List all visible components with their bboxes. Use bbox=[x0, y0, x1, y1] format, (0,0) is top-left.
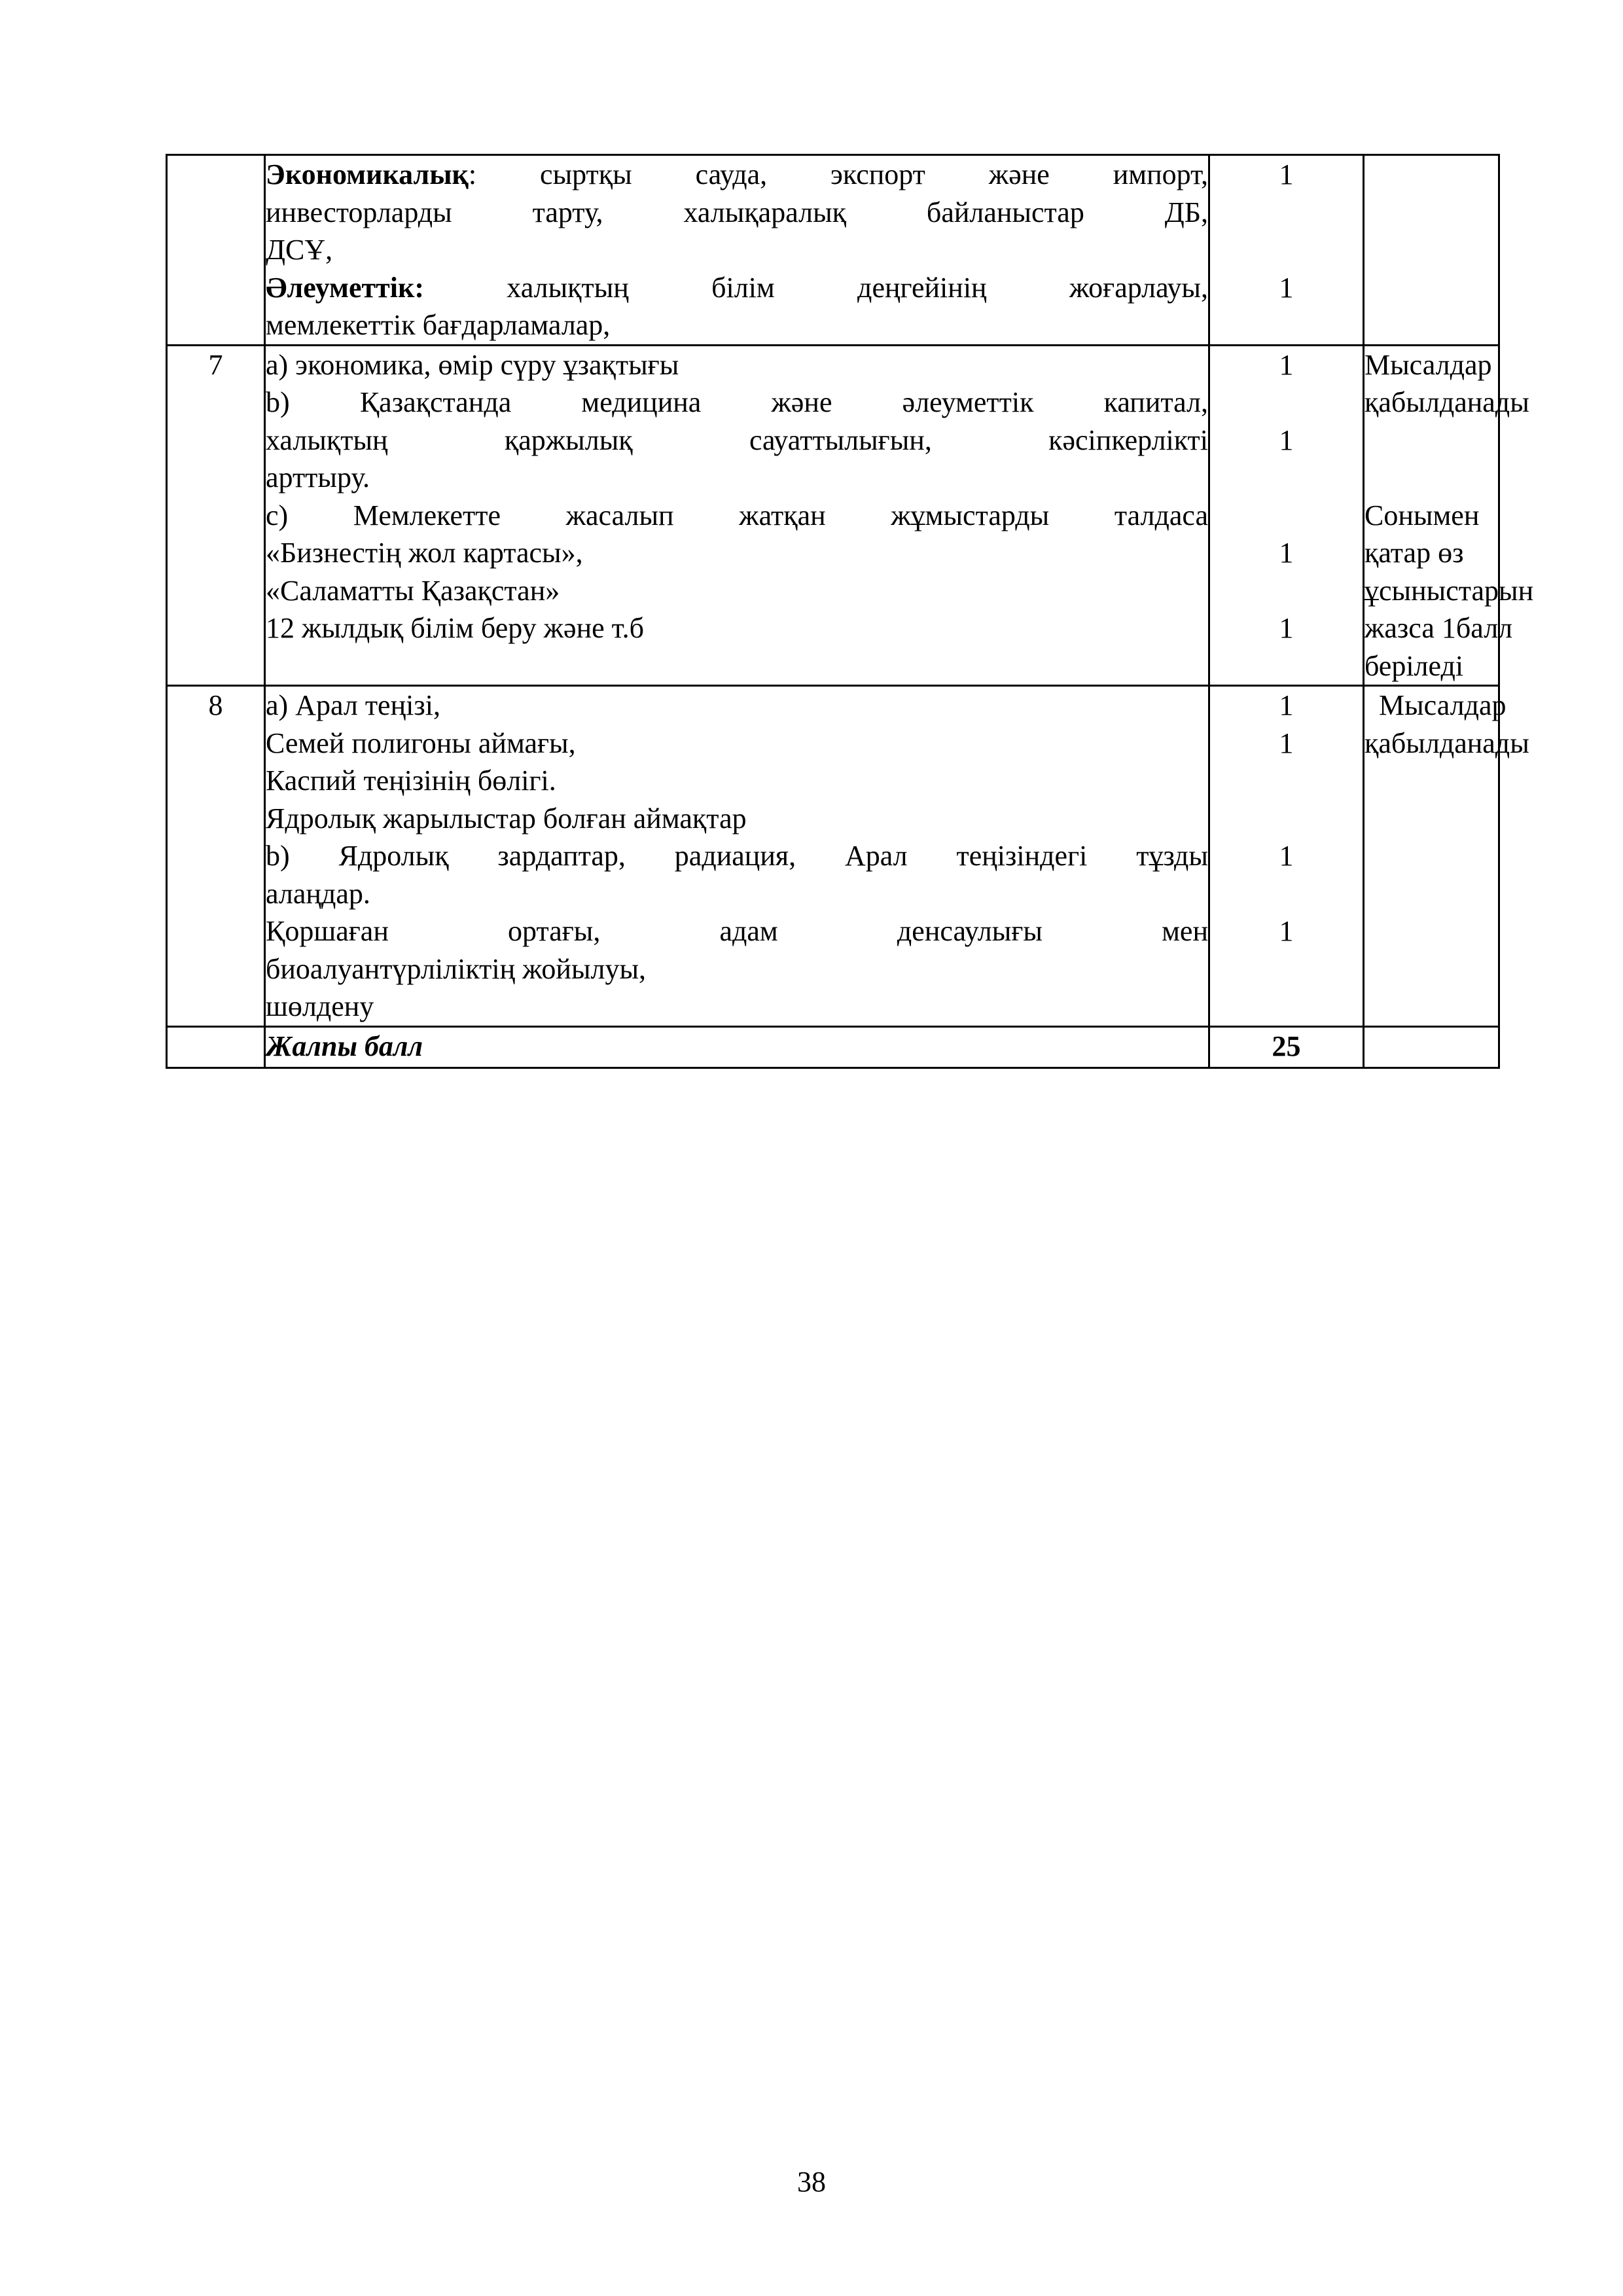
category-label: Әлеуметтік: bbox=[266, 271, 424, 304]
total-label-cell bbox=[265, 1026, 1209, 1067]
note-cell bbox=[1364, 345, 1534, 686]
score-value bbox=[1210, 800, 1363, 838]
score-value bbox=[1210, 231, 1363, 269]
note-line: Мысалдар bbox=[1364, 689, 1507, 721]
total-label: Жалпы балл bbox=[266, 1030, 423, 1062]
answer-cell bbox=[265, 345, 1209, 686]
score-value bbox=[1210, 875, 1363, 913]
answer-line: «Бизнестің жол картасы», bbox=[266, 537, 583, 569]
answer-line: инвесторларды тарту, халықаралық байланыстар ДБ, bbox=[266, 196, 1208, 228]
answer-cell bbox=[265, 155, 1209, 346]
score-value: 1 bbox=[1279, 915, 1294, 947]
note-cell bbox=[1364, 686, 1529, 1027]
note-cell bbox=[1364, 155, 1499, 346]
table-row bbox=[167, 155, 1499, 346]
score-value bbox=[1210, 459, 1363, 497]
score-value bbox=[1210, 384, 1363, 422]
answer-line: биоалуантүрліліктің жойылуы, bbox=[266, 952, 647, 985]
answer-line: «Саламатты Қазақстан» bbox=[266, 574, 560, 607]
note-line bbox=[1364, 422, 1498, 459]
answer-line: шөлдену bbox=[266, 990, 374, 1022]
score-value: 1 bbox=[1279, 537, 1294, 569]
score-value bbox=[1210, 647, 1363, 685]
score-value: 1 bbox=[1279, 423, 1294, 456]
category-label: Экономикалық bbox=[266, 158, 469, 190]
answer-line: ДСҰ, bbox=[266, 234, 333, 266]
score-value: 1 bbox=[1279, 689, 1294, 721]
note-line: қабылданады bbox=[1364, 386, 1529, 418]
answer-line: халықтың қаржылық сауаттылығын, кәсіпкерлікті bbox=[266, 423, 1208, 456]
table-row bbox=[167, 686, 1499, 1027]
total-row bbox=[167, 1026, 1499, 1067]
table-row bbox=[167, 345, 1499, 686]
score-value: 1 bbox=[1279, 726, 1294, 759]
note-line: қатар өз bbox=[1364, 537, 1464, 569]
total-score: 25 bbox=[1272, 1030, 1301, 1062]
answer-line bbox=[266, 647, 1208, 685]
answer-line: Әлеуметтік: халықтың білім деңгейінің жоғарлауы, bbox=[266, 271, 1208, 304]
question-number-cell: 8 bbox=[167, 686, 265, 1027]
grading-table bbox=[166, 154, 1534, 1069]
score-value bbox=[1210, 306, 1363, 344]
answer-cell bbox=[265, 686, 1209, 1027]
score-value bbox=[1210, 572, 1363, 610]
score-value: 1 bbox=[1279, 348, 1294, 381]
answer-line: а) экономика, өмір сүру ұзақтығы bbox=[266, 348, 679, 381]
answer-line: арттыру. bbox=[266, 461, 370, 493]
score-value: 1 bbox=[1279, 158, 1294, 190]
score-cell bbox=[1209, 155, 1364, 346]
answer-line: а) Арал теңізі, bbox=[266, 689, 440, 721]
total-score-cell bbox=[1209, 1026, 1364, 1067]
answer-line: с) Мемлекетте жасалып жатқан жұмыстарды талдаса bbox=[266, 499, 1208, 531]
answer-line: Қоршаған ортағы, адам денсаулығы мен bbox=[266, 915, 1208, 947]
note-line: Мысалдар bbox=[1364, 348, 1492, 381]
answer-line: алаңдар. bbox=[266, 877, 370, 910]
answer-line: Экономикалық: сыртқы сауда, экспорт және импорт, bbox=[266, 158, 1208, 190]
answer-line: b) Ядролық зардаптар, радиация, Арал теңізіндегі тұзды bbox=[266, 840, 1208, 872]
answer-line: Семей полигоны аймағы, bbox=[266, 726, 576, 759]
page-number: 38 bbox=[797, 2166, 826, 2198]
note-line: ұсыныстарын bbox=[1364, 574, 1534, 607]
answer-line: b) Қазақстанда медицина және әлеуметтік капитал, bbox=[266, 386, 1208, 418]
note-line: Сонымен bbox=[1364, 499, 1480, 531]
score-cell bbox=[1209, 686, 1364, 1027]
note-line: жазса 1балл bbox=[1364, 612, 1513, 644]
answer-line: Каспий теңізінің бөлігі. bbox=[266, 764, 556, 797]
score-value bbox=[1210, 988, 1363, 1026]
note-line: беріледі bbox=[1364, 649, 1464, 682]
score-cell bbox=[1209, 345, 1364, 686]
answer-line: 12 жылдық білім беру және т.б bbox=[266, 612, 644, 644]
question-number-cell bbox=[167, 155, 265, 346]
score-value bbox=[1210, 497, 1363, 535]
score-value: 1 bbox=[1279, 840, 1294, 872]
answer-line: мемлекеттік бағдарламалар, bbox=[266, 309, 611, 341]
question-number-cell: 7 bbox=[167, 345, 265, 686]
score-value: 1 bbox=[1279, 271, 1294, 304]
total-note-cell bbox=[1364, 1026, 1499, 1067]
note-line: қабылданады bbox=[1364, 726, 1529, 759]
score-value bbox=[1210, 950, 1363, 988]
score-value: 1 bbox=[1279, 612, 1294, 644]
answer-line: Ядролық жарылыстар болған аймақтар bbox=[266, 802, 747, 834]
score-value bbox=[1210, 762, 1363, 800]
total-empty-cell bbox=[167, 1026, 265, 1067]
note-line bbox=[1364, 459, 1498, 497]
